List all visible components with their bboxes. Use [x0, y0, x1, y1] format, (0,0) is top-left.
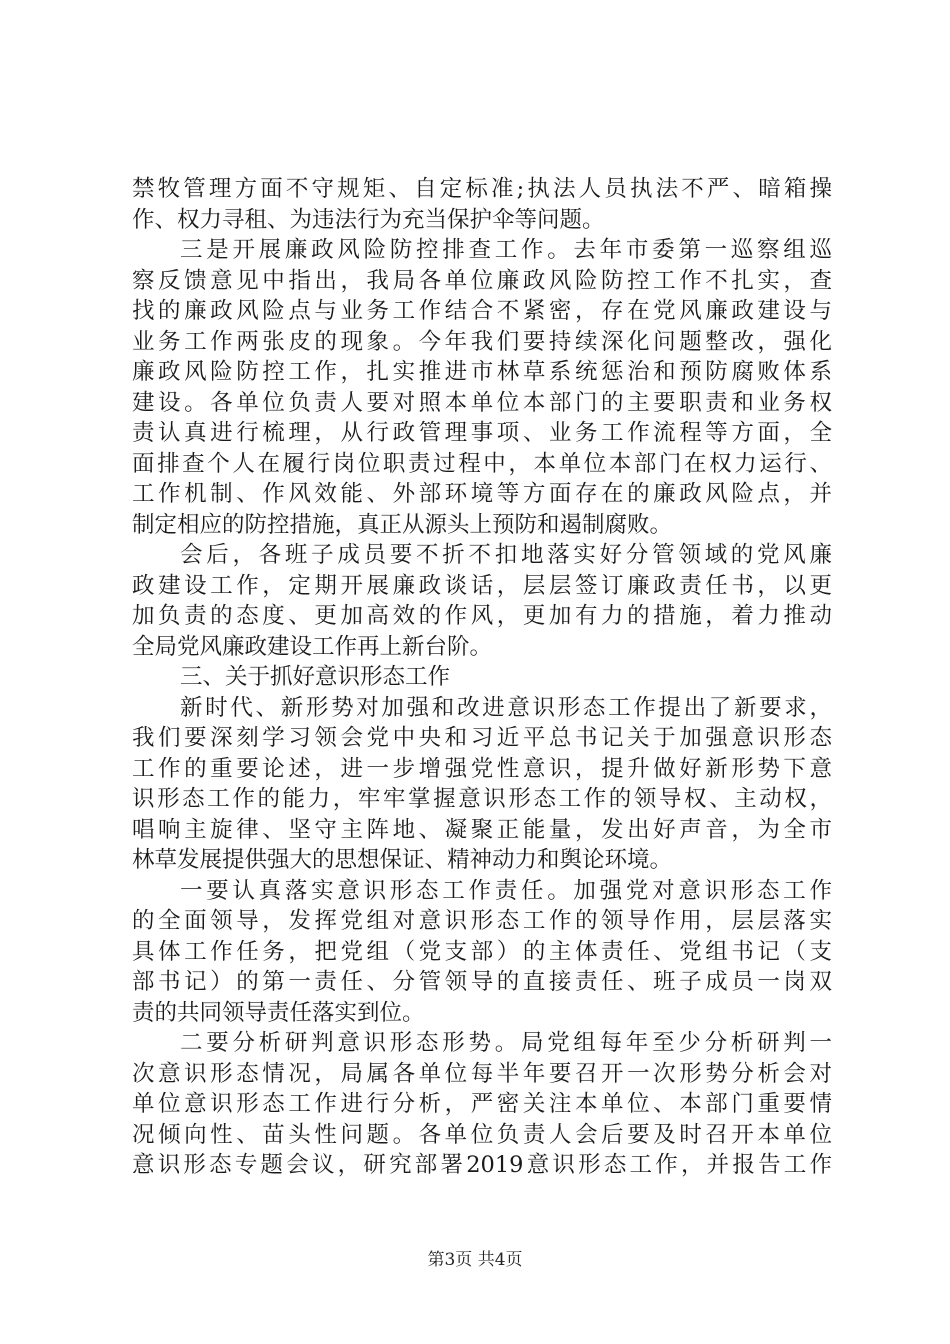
- text-line: 业务工作两张皮的现象。今年我们要持续深化问题整改，强化: [132, 328, 832, 355]
- text-line: 一要认真落实意识形态工作责任。加强党对意识形态工作: [180, 877, 832, 904]
- page-number-footer: 第3页 共4页: [427, 1250, 523, 1270]
- text-line: 工作的重要论述，进一步增强党性意识，提升做好新形势下意: [132, 755, 832, 782]
- text-line: 三是开展廉政风险防控排查工作。去年市委第一巡察组巡: [180, 237, 832, 263]
- text-line: 面排查个人在履行岗位职责过程中，本单位本部门在权力运行、: [132, 450, 832, 477]
- text-line: 廉政风险防控工作，扎实推进市林草系统惩治和预防腐败体系: [132, 359, 832, 385]
- text-line: 找的廉政风险点与业务工作结合不紧密，存在党风廉政建设与: [132, 298, 832, 324]
- text-line: 禁牧管理方面不守规矩、自定标准;执法人员执法不严、暗箱操: [132, 176, 832, 202]
- text-line: 二要分析研判意识形态形势。局党组每年至少分析研判一: [180, 1030, 832, 1056]
- text-line: 会后，各班子成员要不折不扣地落实好分管领域的党风廉: [180, 542, 832, 568]
- text-line: 工作机制、作风效能、外部环境等方面存在的廉政风险点，并: [132, 481, 832, 507]
- text-line: 责认真进行梳理，从行政管理事项、业务工作流程等方面，全: [132, 420, 832, 446]
- section-heading: 三、关于抓好意识形态工作: [180, 664, 451, 690]
- text-line: 作、权力寻租、为违法行为充当保护伞等问题。: [132, 206, 605, 233]
- text-line: 单位意识形态工作进行分析，严密关注本单位、本部门重要情: [132, 1091, 832, 1117]
- text-line: 责的共同领导责任落实到位。: [132, 999, 425, 1026]
- text-line: 制定相应的防控措施，真正从源头上预防和遏制腐败。: [132, 511, 673, 538]
- text-line: 次意识形态情况，局属各单位每半年要召开一次形势分析会对: [132, 1060, 832, 1087]
- text-line: 我们要深刻学习领会党中央和习近平总书记关于加强意识形态: [132, 725, 832, 751]
- text-line: 察反馈意见中指出，我局各单位廉政风险防控工作不扎实，查: [132, 267, 832, 294]
- text-line: 意识形态专题会议，研究部署2019意识形态工作，并报告工作: [132, 1152, 832, 1178]
- text-line: 唱响主旋律、坚守主阵地、凝聚正能量，发出好声音，为全市: [132, 816, 832, 843]
- text-line: 建设。各单位负责人要对照本单位本部门的主要职责和业务权: [132, 389, 832, 416]
- text-line: 全局党风廉政建设工作再上新台阶。: [132, 633, 493, 660]
- document-body: [132, 174, 832, 1181]
- text-line: 部书记）的第一责任、分管领导的直接责任、班子成员一岗双: [132, 969, 832, 995]
- text-line: 况倾向性、苗头性问题。各单位负责人会后要及时召开本单位: [132, 1121, 832, 1148]
- text-line: 林草发展提供强大的思想保证、精神动力和舆论环境。: [132, 847, 673, 873]
- text-line: 具体工作任务，把党组（党支部）的主体责任、党组书记（支: [132, 938, 832, 965]
- text-line: 新时代、新形势对加强和改进意识形态工作提出了新要求，: [180, 694, 832, 721]
- text-line: 加负责的态度、更加高效的作风，更加有力的措施，着力推动: [132, 603, 832, 629]
- text-line: 政建设工作，定期开展廉政谈话，层层签订廉政责任书，以更: [132, 572, 832, 599]
- text-line: 的全面领导，发挥党组对意识形态工作的领导作用，层层落实: [132, 908, 832, 934]
- text-line: 识形态工作的能力，牢牢掌握意识形态工作的领导权、主动权，: [132, 786, 832, 812]
